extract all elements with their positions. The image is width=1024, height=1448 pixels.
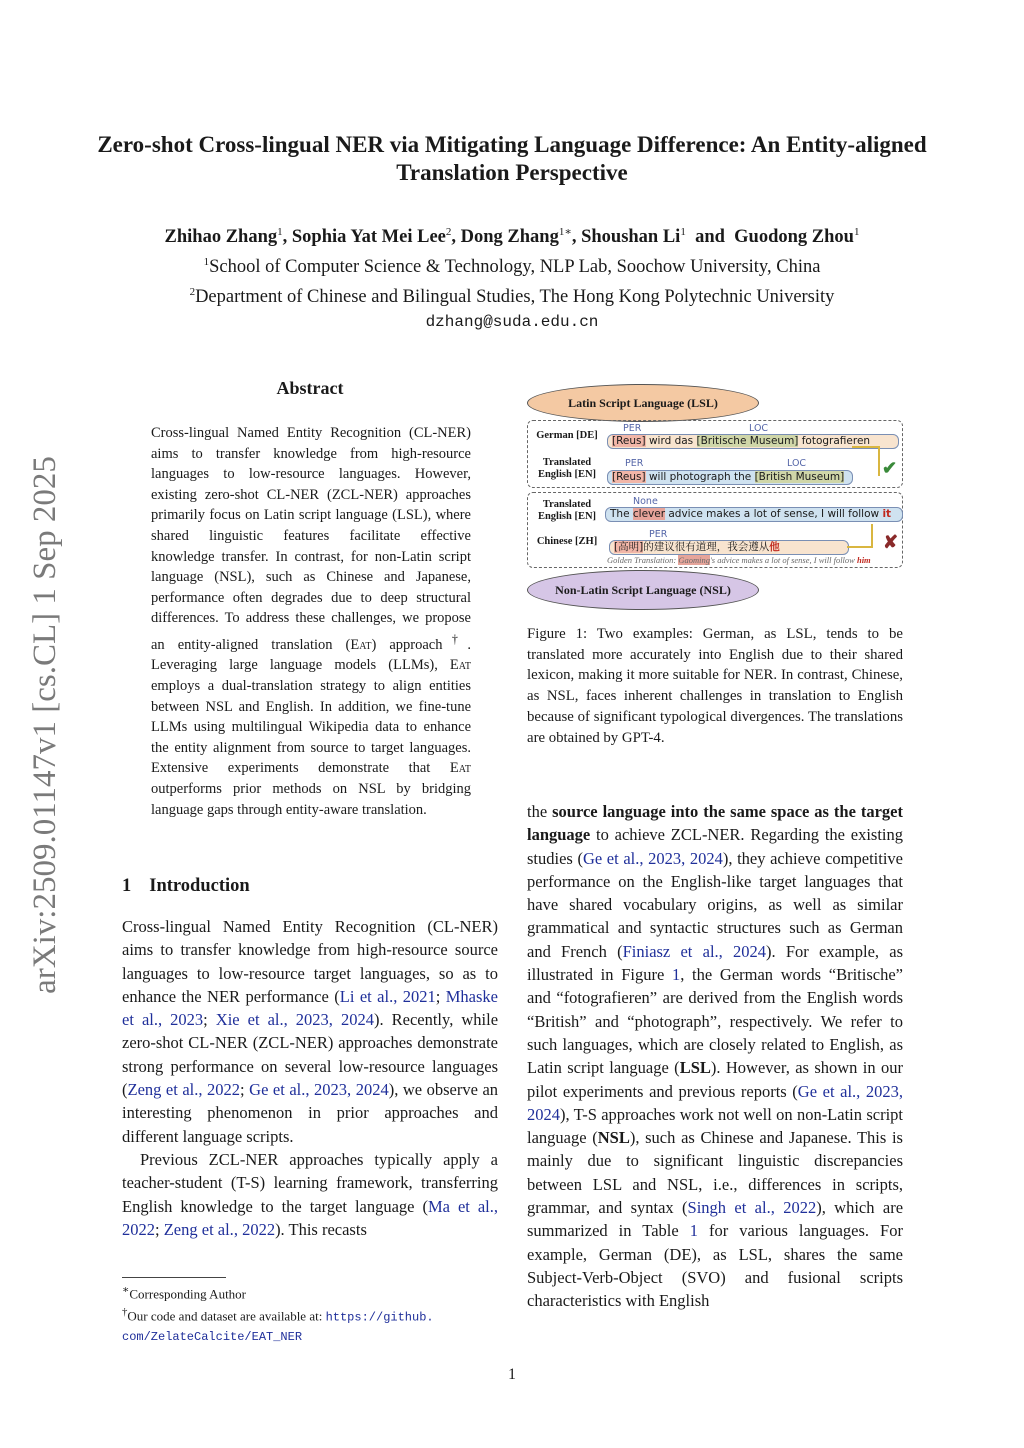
citation-link[interactable]: Singh et al., 2022 [687, 1198, 817, 1218]
cross-icon: ✘ [883, 532, 899, 552]
author-name: Shoushan Li [581, 227, 681, 248]
footnote-rule [122, 1277, 226, 1278]
author-name: Dong Zhang [460, 227, 559, 248]
author-name: Zhihao Zhang [164, 227, 278, 248]
intro-right-column [527, 800, 903, 1313]
table-ref-link[interactable]: 1 [689, 1221, 698, 1241]
translation-arrow [847, 524, 873, 548]
author-sup: 1∗ [558, 226, 572, 238]
figure-ref-link[interactable]: 1 [671, 965, 681, 985]
citation-link[interactable]: Ge et al., 2023, 2024 [527, 1081, 903, 1124]
author-block [80, 220, 944, 335]
footnote-marker: † [442, 631, 468, 646]
paragraph: Previous ZCL-NER approaches typically apply a teacher-student (T-S) learning framework, transferring English knowledge to the target language (Ma et al., 2022; Zeng et al., 2022). This recasts [122, 1149, 498, 1239]
entity-tag: LOC [749, 423, 769, 434]
citation-link[interactable]: Finiasz et al., 2024 [622, 941, 767, 961]
citation-link[interactable]: Li et al., 2021 [339, 986, 436, 1006]
translation-arrow [852, 446, 880, 476]
check-icon: ✔ [882, 458, 898, 478]
author-name: Guodong Zhou [734, 227, 854, 248]
citation-link[interactable]: Ge et al., 2023, 2024 [249, 1080, 389, 1100]
abstract-heading: Abstract [276, 378, 344, 398]
author-list: Zhihao Zhang$^1$, Sophia Yat Mei Lee$^2$, Dong Zhang$^{1∗}$, Shoushan Li$^1$ and Guodong Zhou$^1$ [164, 226, 860, 248]
golden-translation: Golden Translation: Gaoming's advice makes a lot of sense, I will follow him [607, 555, 871, 565]
page-number: 1 [508, 1366, 516, 1383]
translated-english-sentence: [Reus] will photograph the [British Museum] [607, 470, 853, 485]
affiliation: $^1$School of Computer Science & Technology, NLP Lab, Soochow University, China [203, 256, 821, 278]
translated-english-sentence: The clever advice makes a lot of sense, I will follow it [605, 507, 903, 522]
figure-1 [527, 378, 905, 608]
footnote: ∗Corresponding Author [122, 1284, 247, 1302]
chinese-sentence: [高明]的建议很有道理，我会遵从他 [609, 540, 849, 555]
lsl-ellipse: Latin Script Language (LSL) [527, 384, 759, 422]
entity-tag: PER [649, 529, 668, 540]
footnotes [122, 1281, 502, 1346]
entity-tag: PER [625, 458, 644, 469]
citation-link[interactable]: Ma et al., 2022 [122, 1196, 498, 1239]
paragraph: Cross-lingual Named Entity Recognition (CL-NER) aims to transfer knowledge from high-resource source languages to low-resource target languages, so as to enhance the NER performance (Li et al., 2021; Mhaske et al., 2023; Xie et al., 2023, 2024). Recently, while zero-shot CL-NER (ZCL-NER) approaches demonstrate strong performance on several low-resource languages (Zeng et al., 2022; Ge et al., 2023, 2024), we observe an interesting phenomenon in prior approaches and different language scripts. [122, 917, 499, 1146]
affiliation: $^2$Department of Chinese and Bilingual Studies, The Hong Kong Polytechnic University [189, 286, 835, 308]
abstract-text: Cross-lingual Named Entity Recognition (CL-NER) aims to transfer knowledge from high-resource languages to low-resource languages. However, existing zero-shot CL-NER (ZCL-NER) approaches primarily focus on Latin script language (LSL), where shared linguistic features facilitate effective knowledge transfer. In contrast, for non-Latin script language (NSL), such as Chinese and Japanese, performance often degrades due to deep structural differences. To address these challenges, we propose an entity-aligned translation (Eat) approach†. Leveraging large language models (LLMs), Eat employs a dual-translation strategy to align entities between NSL and English. In addition, we fine-tune LLMs using multilingual Wikipedia data to enhance the entity alignment from source to target languages. Extensive experiments demonstrate that Eat outperforms prior methods on NSL by bridging language gaps through entity-aware translation. [151, 425, 471, 818]
citation-link[interactable]: Ge et al., 2023, 2024 [582, 848, 723, 868]
citation-link[interactable]: Zeng et al., 2022 [127, 1080, 241, 1100]
author-name: Sophia Yat Mei Lee [291, 227, 446, 248]
arxiv-stamp: arXiv:2509.01147v1 [cs.CL] 1 Sep 2025 [27, 456, 63, 994]
code-url-link[interactable]: https://github. [325, 1310, 434, 1325]
author-sup: 2 [445, 226, 452, 238]
row-label: Chinese [ZH] [536, 536, 598, 547]
citation-link[interactable]: Mhaske et al., 2023 [122, 986, 499, 1030]
row-label: German [DE] [536, 430, 598, 441]
citation-link[interactable]: Zeng et al., 2022 [163, 1219, 276, 1239]
code-url-link[interactable]: com/ZelateCalcite/EAT_NER [122, 1329, 303, 1344]
section-heading: 1 Introduction [122, 876, 250, 896]
german-sentence: [Reus] wird das [Britische Museum] fotografieren [607, 434, 899, 449]
entity-tag: None [633, 496, 658, 507]
row-label: Translated English [EN] [537, 499, 597, 522]
author-sup: 1 [277, 226, 283, 238]
author-sup: 1 [853, 226, 860, 238]
row-label: Translated English [EN] [537, 457, 597, 480]
author-and: and [695, 227, 725, 248]
footnote: †Our code and dataset are available at: https://github. com/ZelateCalcite/EAT_NER [122, 1306, 434, 1344]
entity-tag: PER [623, 423, 642, 434]
nsl-ellipse: Non-Latin Script Language (NSL) [527, 570, 759, 610]
paper-title: Zero-shot Cross-lingual NER via Mitigating Language Difference: An Entity-aligned Translation Perspective [97, 132, 927, 185]
author-sup: 1 [680, 226, 686, 238]
intro-left-column [122, 915, 498, 1241]
citation-link[interactable]: Xie et al., 2023, 2024 [215, 1010, 374, 1030]
figure-caption: Figure 1: Two examples: German, as LSL, tends to be translated more accurately into English due to their shared lexicon, making it more suitable for NER. In contrast, Chinese, as NSL, faces inherent challenges in translation to English because of significant typological divergences. The translations are obtained by GPT-4. [527, 626, 903, 746]
author-email: dzhang@suda.edu.cn [425, 313, 599, 332]
entity-tag: LOC [787, 458, 807, 469]
paragraph: the source language into the same space as the target language to achieve ZCL-NER. Regarding the existing studies (Ge et al., 2023, 2024), they achieve competitive performance on the English-like target languages that have shared vocabulary origins, as well as similar grammatical and syntactic structures such as German and French (Finiasz et al., 2024). For example, as illustrated in Figure 1, the German words “Britische” and “fotografieren” are derived from the English words “British” and “photograph”, respectively. We refer to such languages, which are closely related to English, as Latin script language (LSL). However, as shown in our pilot experiments and previous reports (Ge et al., 2023, 2024), T-S approaches work not well on non-Latin script language (NSL), such as Chinese and Japanese. This is mainly due to significant linguistic discrepancies between LSL and NSL, i.e., differences in scripts, grammar, and syntax (Singh et al., 2022), which are summarized in Table 1 for various languages. For example, German (DE), as LSL, shares the same Subject-Verb-Object (SVO) and fusional scripts characteristics with English [527, 802, 904, 1311]
